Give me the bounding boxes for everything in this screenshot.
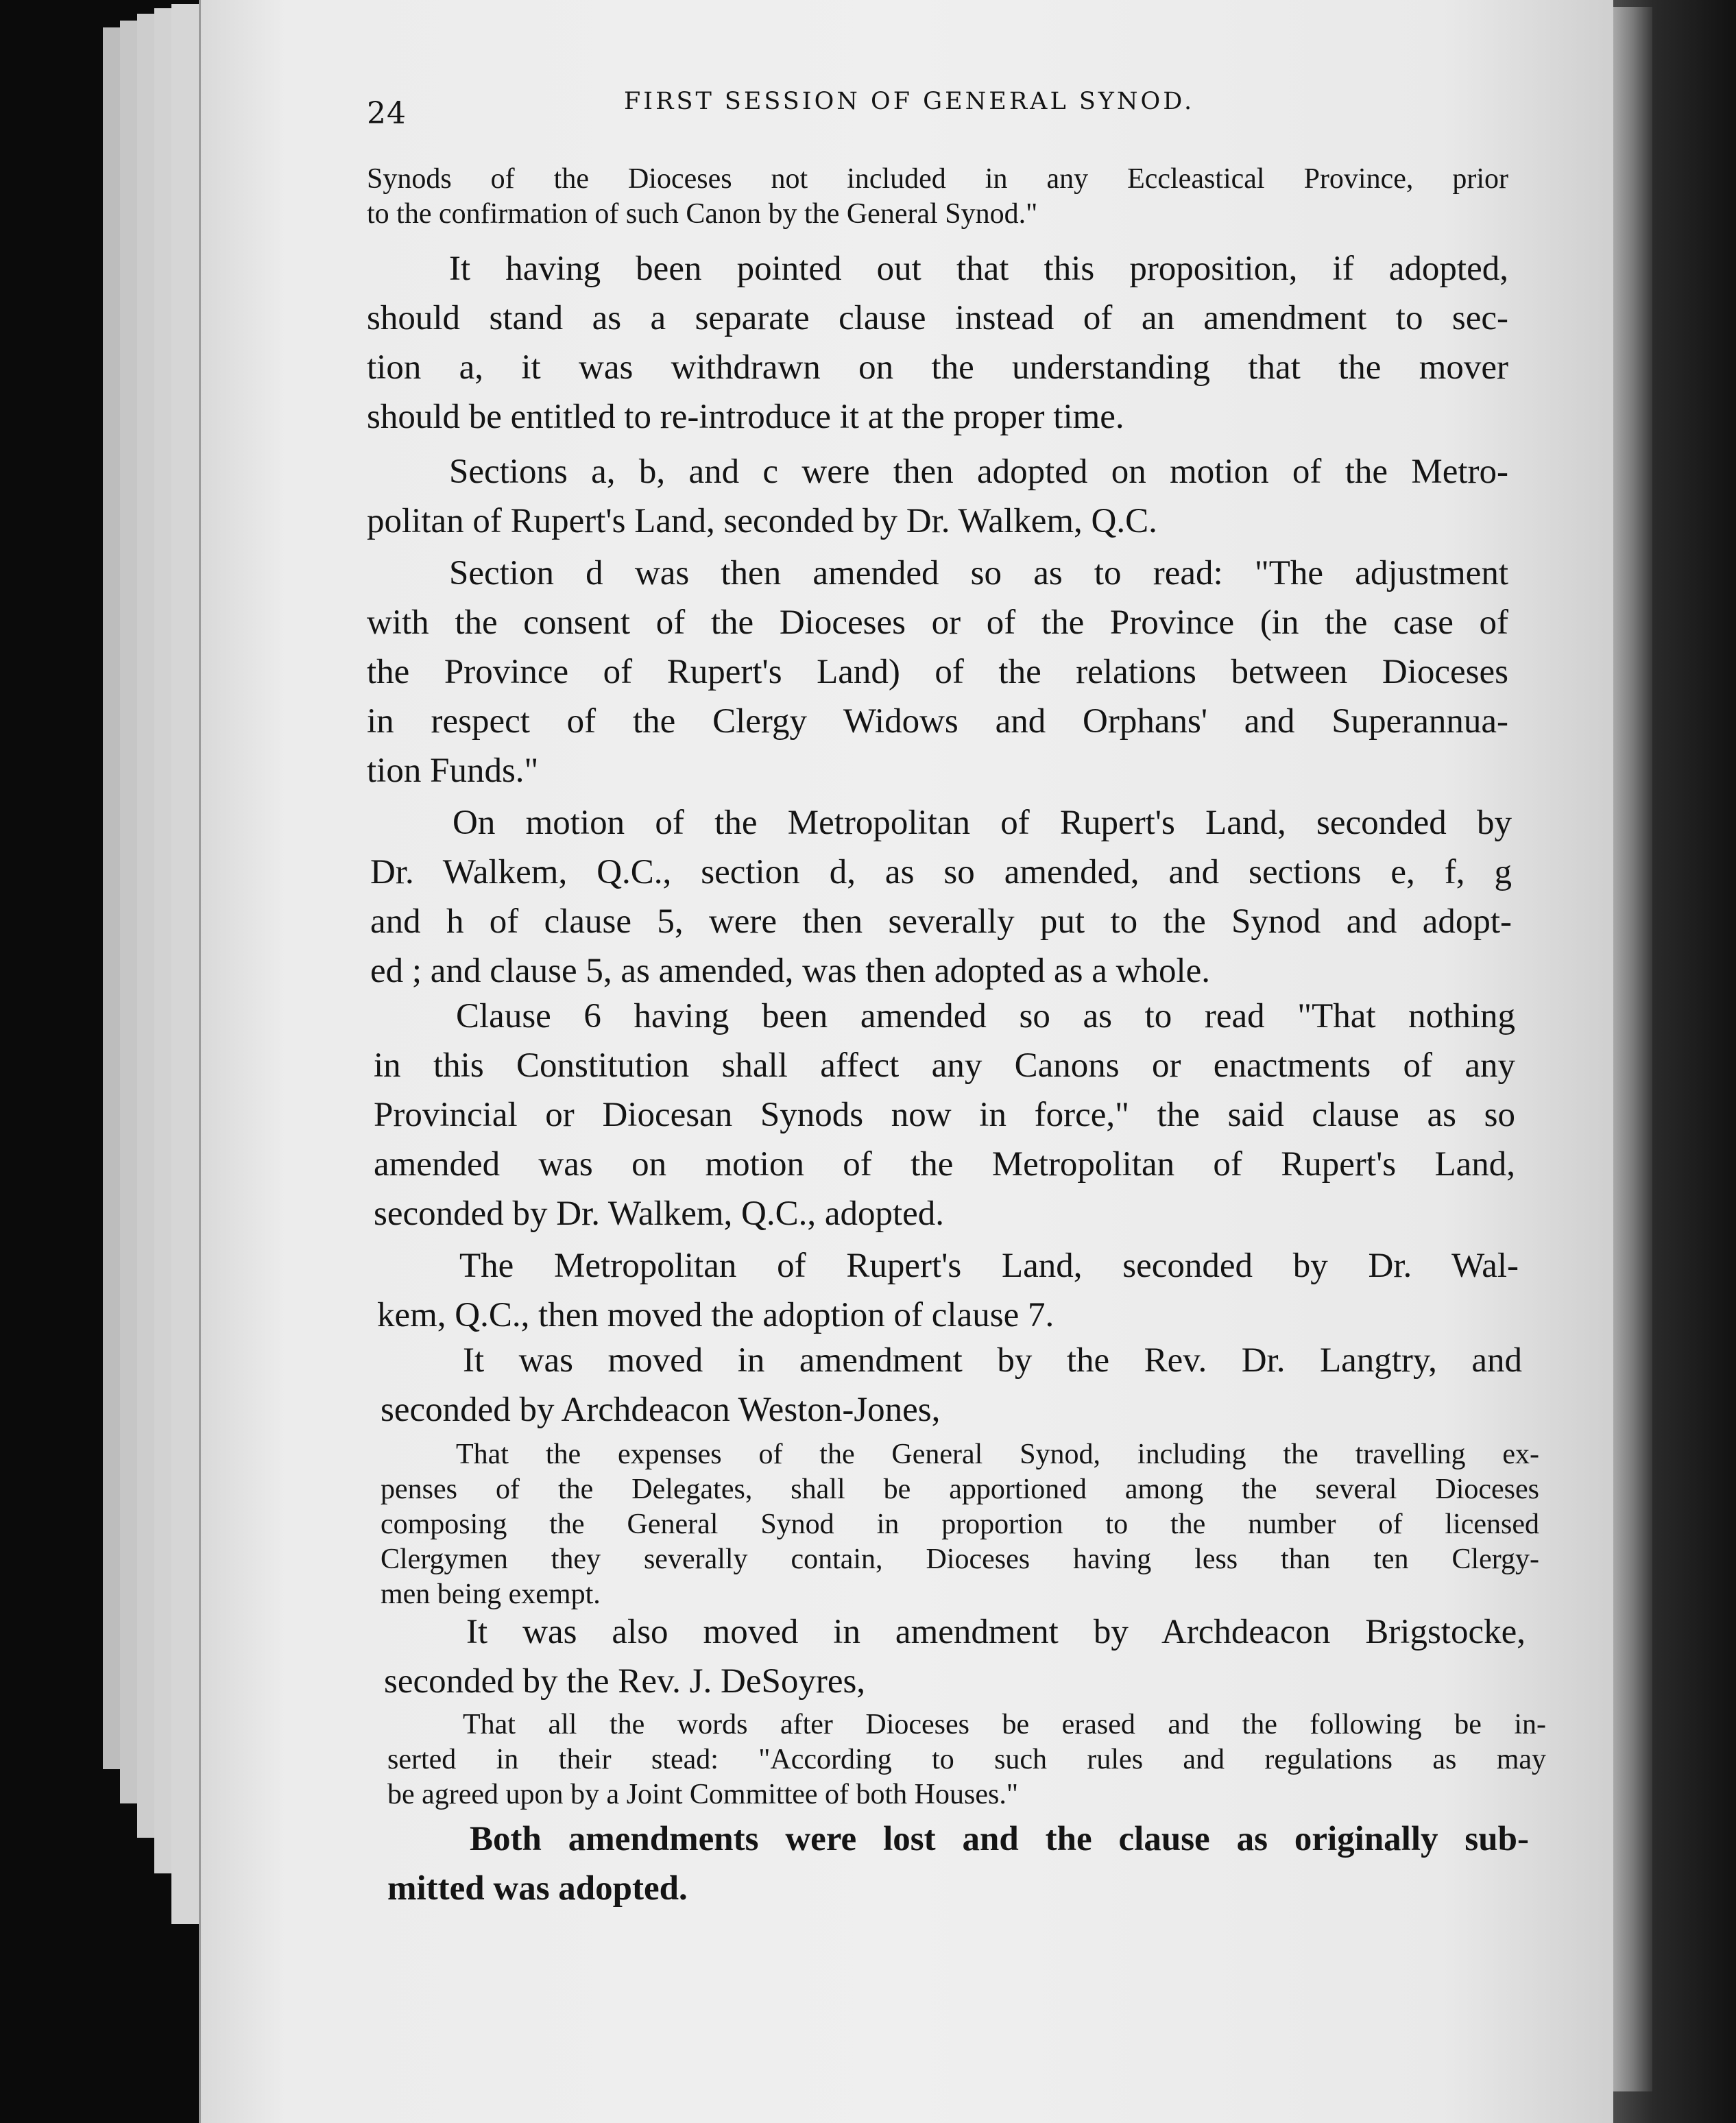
text-line: mitted was adopted. (387, 1869, 688, 1908)
running-title: FIRST SESSION OF GENERAL SYNOD. (624, 88, 1195, 115)
text-line: tion Funds." (367, 752, 539, 790)
text-line: It was moved in amendment by the Rev. Dr. Langtry, and (463, 1341, 1522, 1380)
text-line: seconded by the Rev. J. DeSoyres, (384, 1662, 866, 1701)
paragraph (374, 992, 1515, 1238)
text-line: Both amendments were lost and the clause as originally sub- (470, 1820, 1529, 1858)
paragraph (367, 549, 1508, 795)
amendment-quote (381, 1437, 1539, 1612)
text-line: in respect of the Clergy Widows and Orphans' and Superannua- (367, 702, 1508, 741)
text-line: in this Constitution shall affect any Canons or enactments of any (374, 1046, 1515, 1085)
amendment-quote (387, 1707, 1546, 1812)
paragraph (387, 1814, 1529, 1913)
text-line: and h of clause 5, were then severally put to the Synod and adopt- (370, 902, 1512, 941)
text-line: composing the General Synod in proportion to the number of licensed (381, 1509, 1539, 1540)
paragraph (381, 1336, 1522, 1435)
paragraph (367, 244, 1508, 442)
text-line: It was also moved in amendment by Archdeacon Brigstocke, (466, 1613, 1526, 1651)
text-line: amended was on motion of the Metropolitan of Rupert's Land, (374, 1145, 1515, 1184)
text-line: tion a, it was withdrawn on the understanding that the mover (367, 348, 1508, 387)
continuation-text (367, 162, 1508, 232)
text-line: politan of Rupert's Land, seconded by Dr. Walkem, Q.C. (367, 502, 1157, 540)
text-line: men being exempt. (381, 1579, 601, 1610)
text-line: to the confirmation of such Canon by the General Synod." (367, 198, 1038, 230)
text-line: should stand as a separate clause instead of an amendment to sec- (367, 299, 1508, 337)
text-line: should be entitled to re-introduce it at the proper time. (367, 398, 1124, 436)
text-line: Provincial or Diocesan Synods now in force," the said clause as so (374, 1096, 1515, 1134)
text-line: with the consent of the Dioceses or of the Province (in the case of (367, 603, 1508, 642)
text-line: Clause 6 having been amended so as to read "That nothing (456, 997, 1515, 1035)
text-line: ed ; and clause 5, as amended, was then adopted as a whole. (370, 952, 1210, 990)
paragraph (370, 798, 1512, 996)
text-line: the Province of Rupert's Land) of the relations between Dioceses (367, 653, 1508, 691)
text-line: kem, Q.C., then moved the adoption of clause 7. (377, 1296, 1054, 1334)
text-line: Section d was then amended so as to read: "The adjustment (449, 554, 1508, 592)
text-line: penses of the Delegates, shall be apportioned among the several Dioceses (381, 1474, 1539, 1505)
text-line: Clergymen they severally contain, Dioceses having less than ten Clergy- (381, 1544, 1539, 1575)
text-line: be agreed upon by a Joint Committee of both Houses." (387, 1779, 1018, 1810)
text-line: Synods of the Dioceses not included in any Eccleastical Province, prior (367, 163, 1508, 195)
paragraph (377, 1241, 1519, 1340)
text-line: That the expenses of the General Synod, including the travelling ex- (456, 1439, 1539, 1470)
text-line: Sections a, b, and c were then adopted on motion of the Metro- (449, 453, 1508, 491)
text-line: That all the words after Dioceses be erased and the following be in- (463, 1709, 1546, 1740)
text-line: It having been pointed out that this proposition, if adopted, (449, 250, 1508, 288)
text-line: On motion of the Metropolitan of Rupert's Land, seconded by (453, 804, 1512, 842)
text-line: Dr. Walkem, Q.C., section d, as so amended, and sections e, f, g (370, 853, 1512, 891)
text-line: serted in their stead: "According to such rules and regulations as may (387, 1744, 1546, 1775)
text-line: seconded by Archdeacon Weston-Jones, (381, 1391, 941, 1429)
paragraph (384, 1607, 1526, 1706)
text-line: The Metropolitan of Rupert's Land, seconded by Dr. Wal- (459, 1247, 1519, 1285)
page-number: 24 (367, 96, 407, 131)
paragraph (367, 447, 1508, 546)
text-line: seconded by Dr. Walkem, Q.C., adopted. (374, 1195, 945, 1233)
